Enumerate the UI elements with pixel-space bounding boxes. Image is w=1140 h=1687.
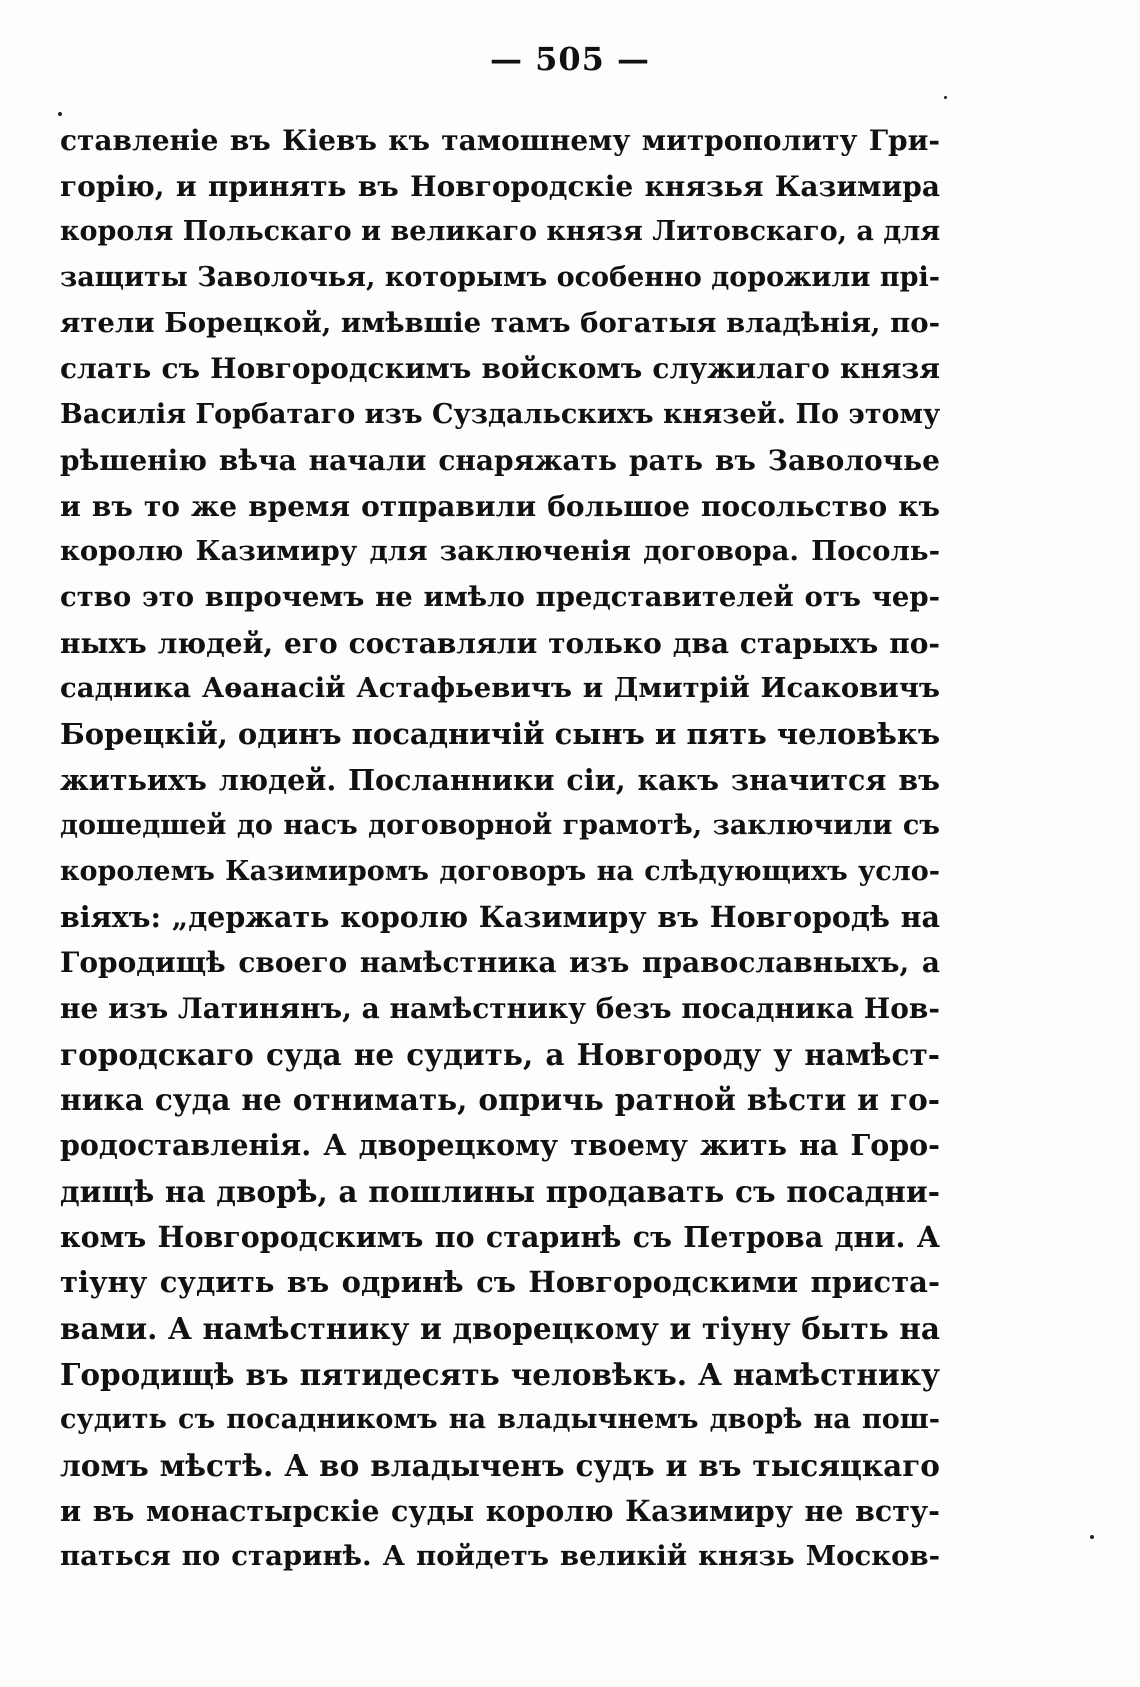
body-text bbox=[60, 118, 940, 1580]
text-line: дошедшей до насъ договорной грамотѣ, заключили съ bbox=[60, 810, 940, 842]
scan-speck bbox=[944, 96, 947, 99]
scan-speck bbox=[58, 112, 62, 116]
text-line: королемъ Казимиромъ договоръ на слѣдующихъ усло- bbox=[60, 856, 940, 887]
text-line: слать съ Новгородскимъ войскомъ служилаго князя bbox=[60, 352, 940, 386]
text-line: рѣшенію вѣча начали снаряжать рать въ Заволочье bbox=[60, 443, 940, 477]
text-line: віяхъ: „держать королю Казимиру въ Новгородѣ на bbox=[60, 899, 940, 934]
text-line: ломъ мѣстѣ. А во владыченъ судъ и въ тысяцкаго bbox=[60, 1447, 940, 1483]
text-line: родоставленія. А дворецкому твоему жить на Горо- bbox=[60, 1128, 940, 1163]
text-line: дищѣ на дворѣ, а пошлины продавать съ посадни- bbox=[60, 1173, 940, 1209]
text-line: городскаго суда не судить, а Новгороду у намѣст- bbox=[60, 1036, 940, 1072]
text-line: вами. А намѣстнику и дворецкому и тіуну быть на bbox=[60, 1310, 940, 1346]
text-line: паться по старинѣ. А пойдетъ великій князь Москов- bbox=[60, 1540, 940, 1573]
text-line: ника суда не отнимать, опричь ратной вѣсти и го- bbox=[60, 1082, 940, 1118]
text-line: ныхъ людей, его составляли только два старыхъ по- bbox=[60, 626, 940, 660]
text-line: судить съ посадникомъ на владычнемъ дворѣ на пош- bbox=[60, 1404, 940, 1436]
text-line: ставленіе въ Кіевъ къ тамошнему митрополиту Гри- bbox=[60, 124, 940, 157]
text-line: защиты Заволочья, которымъ особенно дорожили прі- bbox=[60, 262, 940, 294]
text-line: Борецкій, одинъ посадничій сынъ и пять человѣкъ bbox=[60, 716, 940, 751]
text-line: королю Казимиру для заключенія договора. Посоль- bbox=[60, 535, 940, 568]
text-line: тіуну судить въ одринѣ съ Новгородскими приста- bbox=[60, 1265, 940, 1300]
page-number: — 505 — bbox=[489, 40, 651, 78]
text-line: садника Аѳанасій Астафьевичъ и Дмитрій Исаковичъ bbox=[60, 672, 940, 705]
text-line: Городищѣ своего намѣстника изъ православныхъ, а bbox=[60, 946, 940, 980]
text-line: короля Польскаго и великаго князя Литовскаго, а для bbox=[60, 216, 940, 248]
text-line: и въ то же время отправили большое посольство къ bbox=[60, 489, 940, 523]
text-line: и въ монастырскіе суды королю Казимиру не всту- bbox=[60, 1493, 940, 1528]
text-line: горію, и принять въ Новгородскіе князья Казимира bbox=[60, 169, 940, 203]
text-line: Городищѣ въ пятидесять человѣкъ. А намѣстнику bbox=[60, 1356, 940, 1392]
text-line: ство это впрочемъ не имѣло представителей отъ чер- bbox=[60, 580, 940, 613]
text-line: Василія Горбатаго изъ Суздальскихъ князей. По этому bbox=[60, 399, 940, 431]
text-line: не изъ Латинянъ, а намѣстнику безъ посадника Нов- bbox=[60, 992, 940, 1026]
text-line: комъ Новгородскимъ по старинѣ съ Петрова дни. А bbox=[60, 1219, 940, 1254]
text-line: ятели Борецкой, имѣвшіе тамъ богатыя владѣнія, по- bbox=[60, 306, 940, 339]
text-line: житьихъ людей. Посланники сіи, какъ значится въ bbox=[60, 762, 940, 797]
scan-speck bbox=[1090, 1535, 1094, 1539]
